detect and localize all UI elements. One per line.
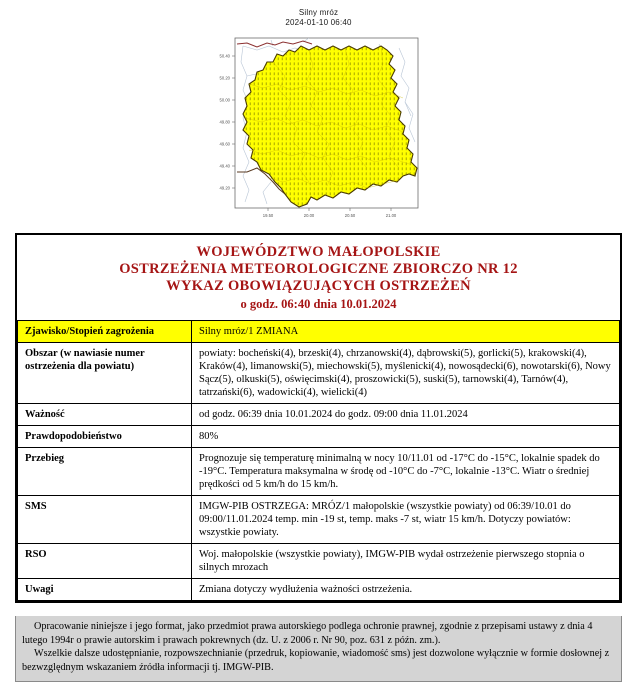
row-label: SMS xyxy=(18,496,192,544)
legal-paragraph-1: Opracowanie niniejsze i jego format, jako przedmiot prawa autorskiego podlega ochronie prawnej, zgodnie z przepisami ustawy z dnia 4 lutego 1994r o prawie autorskim i prawach pokrewnych (dz. U. z 2006 r. Nr 90, poz. 631 z późn. zm.). xyxy=(22,621,593,646)
map-svg xyxy=(213,32,425,228)
sheet-title-block xyxy=(17,235,620,320)
x-tick-1: 20.00 xyxy=(303,213,314,218)
row-value: Woj. małopolskie (wszystkie powiaty), IMGW-PIB wydał ostrzeżenie pierwszego stopnia o silnych mrozach xyxy=(192,544,620,579)
table-row xyxy=(18,579,620,601)
x-tick-0: 19.50 xyxy=(262,213,273,218)
y-tick-3: 49.80 xyxy=(219,119,230,125)
row-label: Ważność xyxy=(18,404,192,426)
table-row xyxy=(18,496,620,544)
page-timestamp: o godz. 06:40 dnia 10.01.2024 xyxy=(240,297,397,311)
map-figure xyxy=(213,32,425,228)
page-title: WOJEWÓDZTWO MAŁOPOLSKIE xyxy=(196,244,441,260)
table-row xyxy=(18,343,620,404)
row-label: Uwagi xyxy=(18,579,192,601)
table-row xyxy=(18,448,620,496)
legal-paragraph-2: Wszelkie dalsze udostępnianie, rozpowszechnianie (przedruk, kopiowanie, wiadomość sms) jest dozwolone wyłącznie w formie dosłownej z bezwzględnym wskazaniem źródła informacji tj. IMGW-PIB. xyxy=(22,648,610,673)
row-label: Prawdopodobieństwo xyxy=(18,426,192,448)
row-value: Silny mróz/1 ZMIANA xyxy=(192,321,620,343)
y-tick-0: 50.40 xyxy=(219,53,230,59)
row-value: Zmiana dotyczy wydłużenia ważności ostrzeżenia. xyxy=(192,579,620,601)
warning-table xyxy=(17,320,620,601)
map-caption-title: Silny mróz xyxy=(298,8,339,17)
row-label: RSO xyxy=(18,544,192,579)
row-value: od godz. 06:39 dnia 10.01.2024 do godz. 09:00 dnia 11.01.2024 xyxy=(192,404,620,426)
row-label: Przebieg xyxy=(18,448,192,496)
y-tick-1: 50.20 xyxy=(219,75,230,81)
table-row xyxy=(18,426,620,448)
table-row xyxy=(18,544,620,579)
map-block xyxy=(0,0,637,228)
map-caption xyxy=(0,8,637,28)
row-label: Obszar (w nawiasie numer ostrzeżenia dla powiatu) xyxy=(18,343,192,404)
y-tick-2: 50.00 xyxy=(219,97,230,103)
row-label: Zjawisko/Stopień zagrożenia xyxy=(18,321,192,343)
map-caption-datetime: 2024-01-10 06:40 xyxy=(285,18,352,27)
legal-notice xyxy=(15,616,622,682)
warning-sheet xyxy=(15,233,622,603)
row-value: powiaty: bocheński(4), brzeski(4), chrzanowski(4), dąbrowski(5), gorlicki(5), krakowski(4), Kraków(4), limanowski(5), miechowski(5), myślenicki(4), nowosądecki(6), nowotarski(6), Nowy Sącz(5), olkuski(5), oświęcimski(4), proszowicki(5), suski(5), tarnowski(4), Tarnów(4), tatrzański(6), wadowicki(4), wielicki(4) xyxy=(192,343,620,404)
row-value: IMGW-PIB OSTRZEGA: MRÓZ/1 małopolskie (wszystkie powiaty) od 06:39/10.01 do 09:00/11.01.2024 temp. min -19 st, temp. maks -7 st, wiatr 15 km/h. Dotyczy powiatów: wszystkie powiaty. xyxy=(192,496,620,544)
row-value: 80% xyxy=(192,426,620,448)
table-row xyxy=(18,404,620,426)
table-row xyxy=(18,321,620,343)
page-subtitle-2: WYKAZ OBOWIĄZUJĄCYCH OSTRZEŻEŃ xyxy=(166,278,471,294)
row-value: Prognozuje się temperaturę minimalną w nocy 10/11.01 od -17°C do -15°C, lokalnie spadek do -19°C. Temperatura maksymalna w środę od -10°C do -7°C, lokalnie -13°C. Wiatr o średniej prędkości od 5 km/h do 15 km/h. xyxy=(192,448,620,496)
y-tick-4: 49.60 xyxy=(219,141,230,147)
y-tick-6: 49.20 xyxy=(219,185,230,191)
x-tick-2: 20.50 xyxy=(344,213,355,218)
x-tick-3: 21.00 xyxy=(385,213,396,218)
y-tick-5: 49.40 xyxy=(219,163,230,169)
page-subtitle: OSTRZEŻENIA METEOROLOGICZNE ZBIORCZO NR 12 xyxy=(119,261,518,277)
